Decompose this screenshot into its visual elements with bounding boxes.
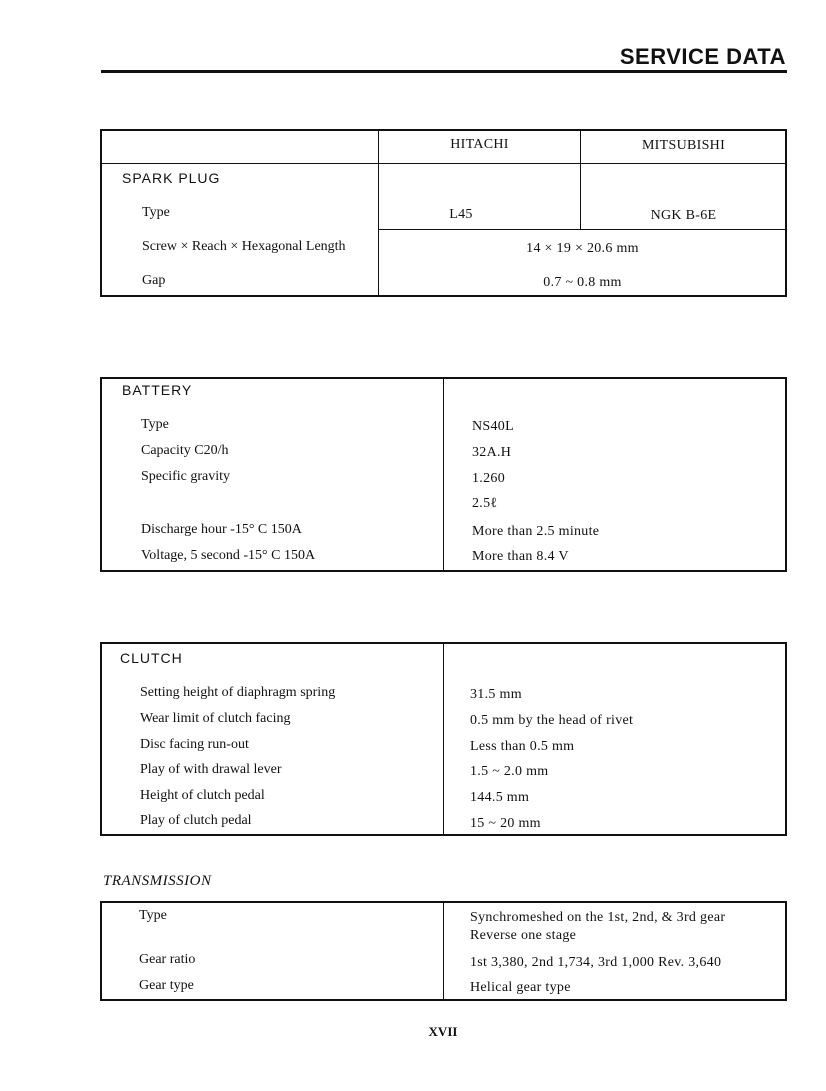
- battery-voltage-value: More than 8.4 V: [472, 549, 569, 564]
- battery-discharge-value: More than 2.5 minute: [472, 524, 600, 539]
- clutch-pedal-height-label: Height of clutch pedal: [140, 788, 265, 803]
- spark-plug-gap-value: 0.7 ~ 0.8 mm: [543, 275, 622, 290]
- spark-plug-type-rule: [379, 229, 786, 230]
- battery-title: BATTERY: [122, 382, 193, 398]
- clutch-col-divider: [443, 643, 444, 835]
- spark-plug-type-mitsubishi: NGK B-6E: [650, 208, 717, 223]
- page-number: XVII: [428, 1024, 458, 1039]
- clutch-pedal-play-label: Play of clutch pedal: [140, 813, 252, 828]
- transmission-ratio-label: Gear ratio: [139, 952, 196, 967]
- transmission-ratio-value: 1st 3,380, 2nd 1,734, 3rd 1,000 Rev. 3,640: [470, 955, 722, 970]
- transmission-col-divider: [443, 902, 444, 1000]
- spark-plug-type-label: Type: [142, 205, 170, 220]
- battery-capacity-value: 32A.H: [472, 445, 512, 460]
- header-hitachi: HITACHI: [450, 137, 509, 152]
- page-title: SERVICE DATA: [619, 44, 786, 69]
- transmission-type-value-2: Reverse one stage: [470, 928, 577, 943]
- transmission-title: TRANSMISSION: [103, 873, 212, 889]
- clutch-lever-value: 1.5 ~ 2.0 mm: [470, 764, 549, 779]
- spark-plug-screw-label: Screw × Reach × Hexagonal Length: [142, 239, 346, 254]
- transmission-gear-type-value: Helical gear type: [470, 980, 571, 995]
- clutch-facing-value: 0.5 mm by the head of rivet: [470, 713, 634, 728]
- battery-type-label: Type: [141, 417, 169, 432]
- transmission-type-label: Type: [139, 908, 167, 923]
- clutch-lever-label: Play of with drawal lever: [140, 762, 282, 777]
- battery-voltage-label: Voltage, 5 second -15° C 150A: [141, 548, 316, 563]
- spark-plug-screw-value: 14 × 19 × 20.6 mm: [526, 241, 639, 256]
- clutch-runout-value: Less than 0.5 mm: [470, 739, 575, 754]
- clutch-spring-value: 31.5 mm: [470, 687, 522, 702]
- spark-plug-gap-label: Gap: [142, 273, 166, 288]
- spark-plug-type-hitachi: L45: [449, 207, 473, 222]
- transmission-gear-type-label: Gear type: [139, 978, 194, 993]
- clutch-pedal-height-value: 144.5 mm: [470, 790, 530, 805]
- battery-type-value: NS40L: [472, 419, 514, 434]
- header-rule: [101, 70, 787, 73]
- clutch-pedal-play-value: 15 ~ 20 mm: [470, 816, 541, 831]
- battery-gravity-label: Specific gravity: [141, 469, 231, 484]
- battery-discharge-label: Discharge hour -15° C 150A: [141, 522, 302, 537]
- clutch-spring-label: Setting height of diaphragm spring: [140, 685, 336, 700]
- spark-plug-title: SPARK PLUG: [122, 170, 221, 186]
- battery-capacity-label: Capacity C20/h: [141, 443, 229, 458]
- header-mitsubishi: MITSUBISHI: [641, 138, 726, 153]
- battery-volume-value: 2.5ℓ: [472, 496, 498, 511]
- battery-gravity-value: 1.260: [472, 471, 505, 486]
- transmission-type-value: Synchromeshed on the 1st, 2nd, & 3rd gear: [470, 910, 726, 925]
- clutch-title: CLUTCH: [120, 650, 183, 666]
- clutch-facing-label: Wear limit of clutch facing: [140, 711, 291, 726]
- spark-plug-header-rule: [101, 163, 786, 164]
- battery-col-divider: [443, 378, 444, 571]
- clutch-runout-label: Disc facing run-out: [140, 737, 249, 752]
